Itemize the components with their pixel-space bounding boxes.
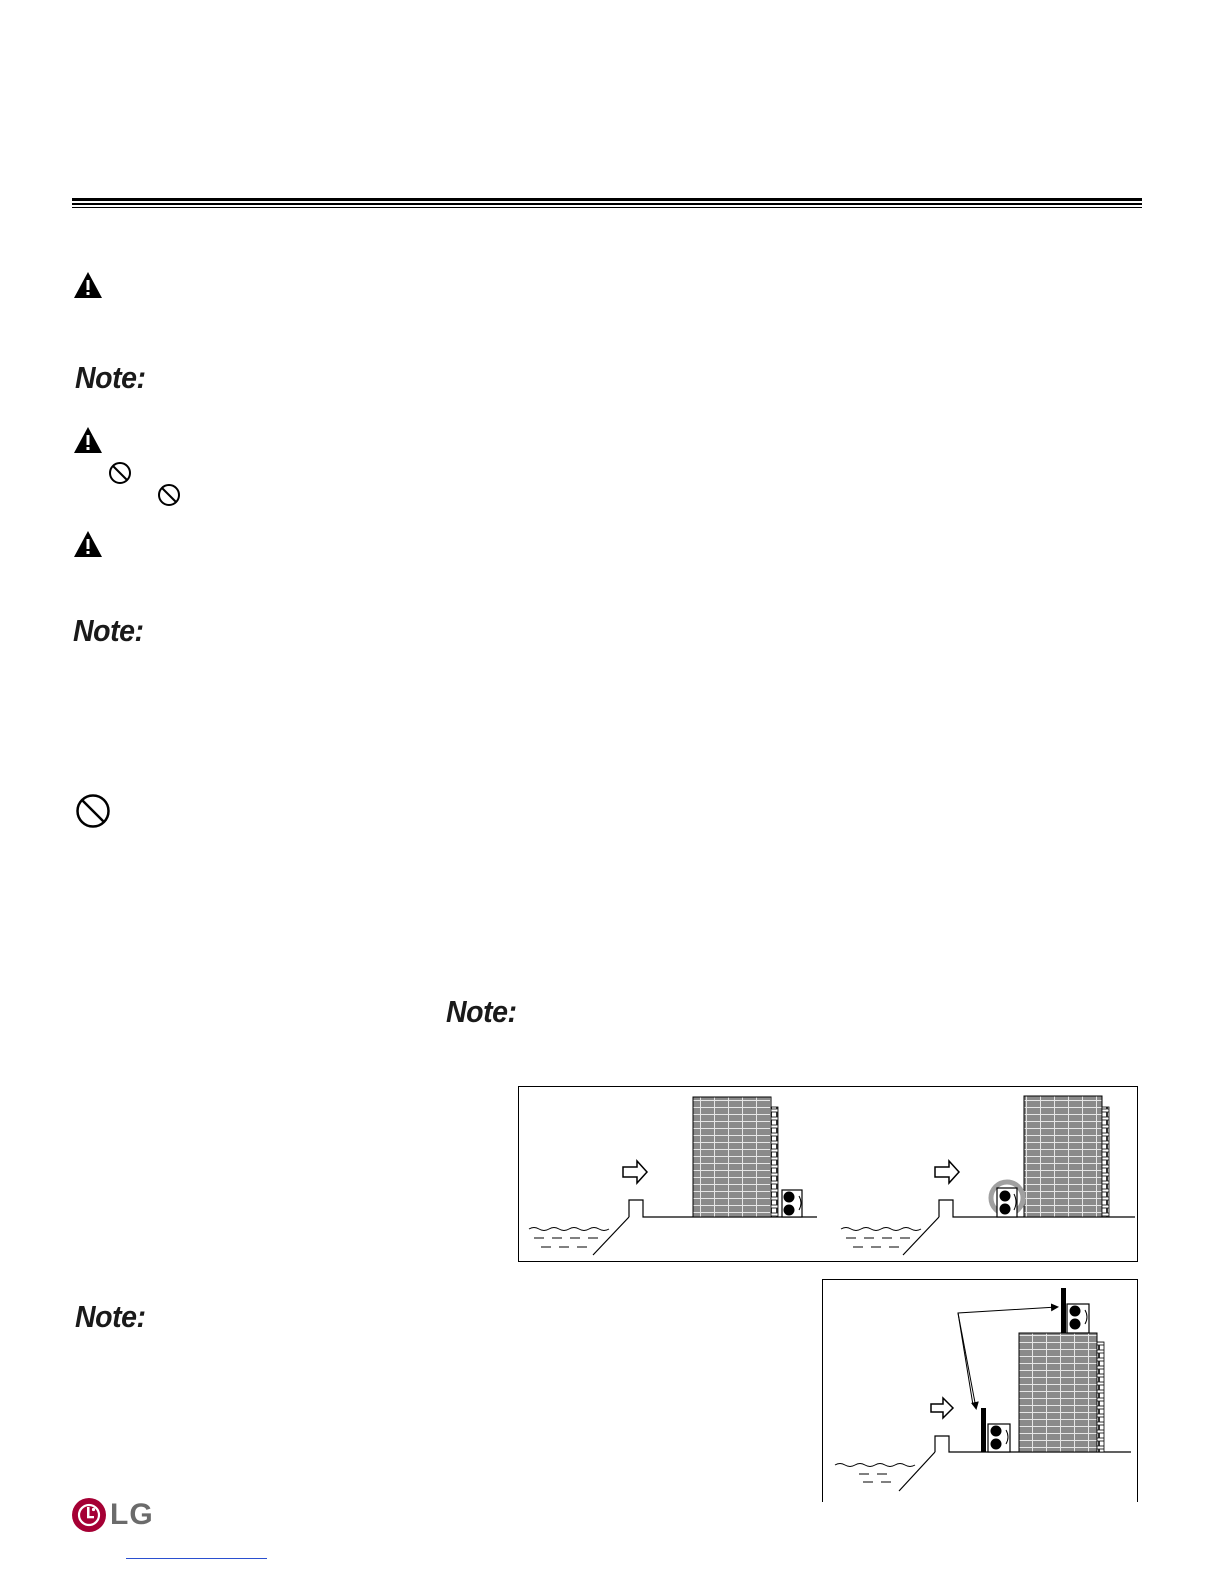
- panel-unit-behind-building: [529, 1097, 817, 1255]
- lg-logo-icon: [71, 1497, 107, 1533]
- prohibited-circle-icon: [108, 461, 132, 485]
- warning-triangle-icon: [73, 530, 103, 558]
- warning-triangle-icon: [73, 271, 103, 299]
- prohibited-circle-icon: [157, 483, 181, 507]
- warning-triangle-icon: [73, 426, 103, 454]
- note-label: Note:: [73, 613, 144, 648]
- note-label: Note:: [75, 360, 146, 395]
- note-label: Note:: [446, 994, 517, 1029]
- note-label: Note:: [75, 1299, 146, 1334]
- logo-text: LG: [110, 1498, 154, 1531]
- panel-unit-behind-building-circled: [841, 1096, 1135, 1255]
- header-rule-top: [72, 198, 1142, 201]
- footer-link-underline[interactable]: [126, 1558, 267, 1559]
- prohibited-circle-icon: [75, 793, 111, 829]
- figure-windbreak-installation: [822, 1279, 1138, 1502]
- figure-seaside-installation: [518, 1086, 1138, 1262]
- header-rule-mid: [72, 203, 1142, 205]
- header-rule-bottom: [72, 207, 1142, 208]
